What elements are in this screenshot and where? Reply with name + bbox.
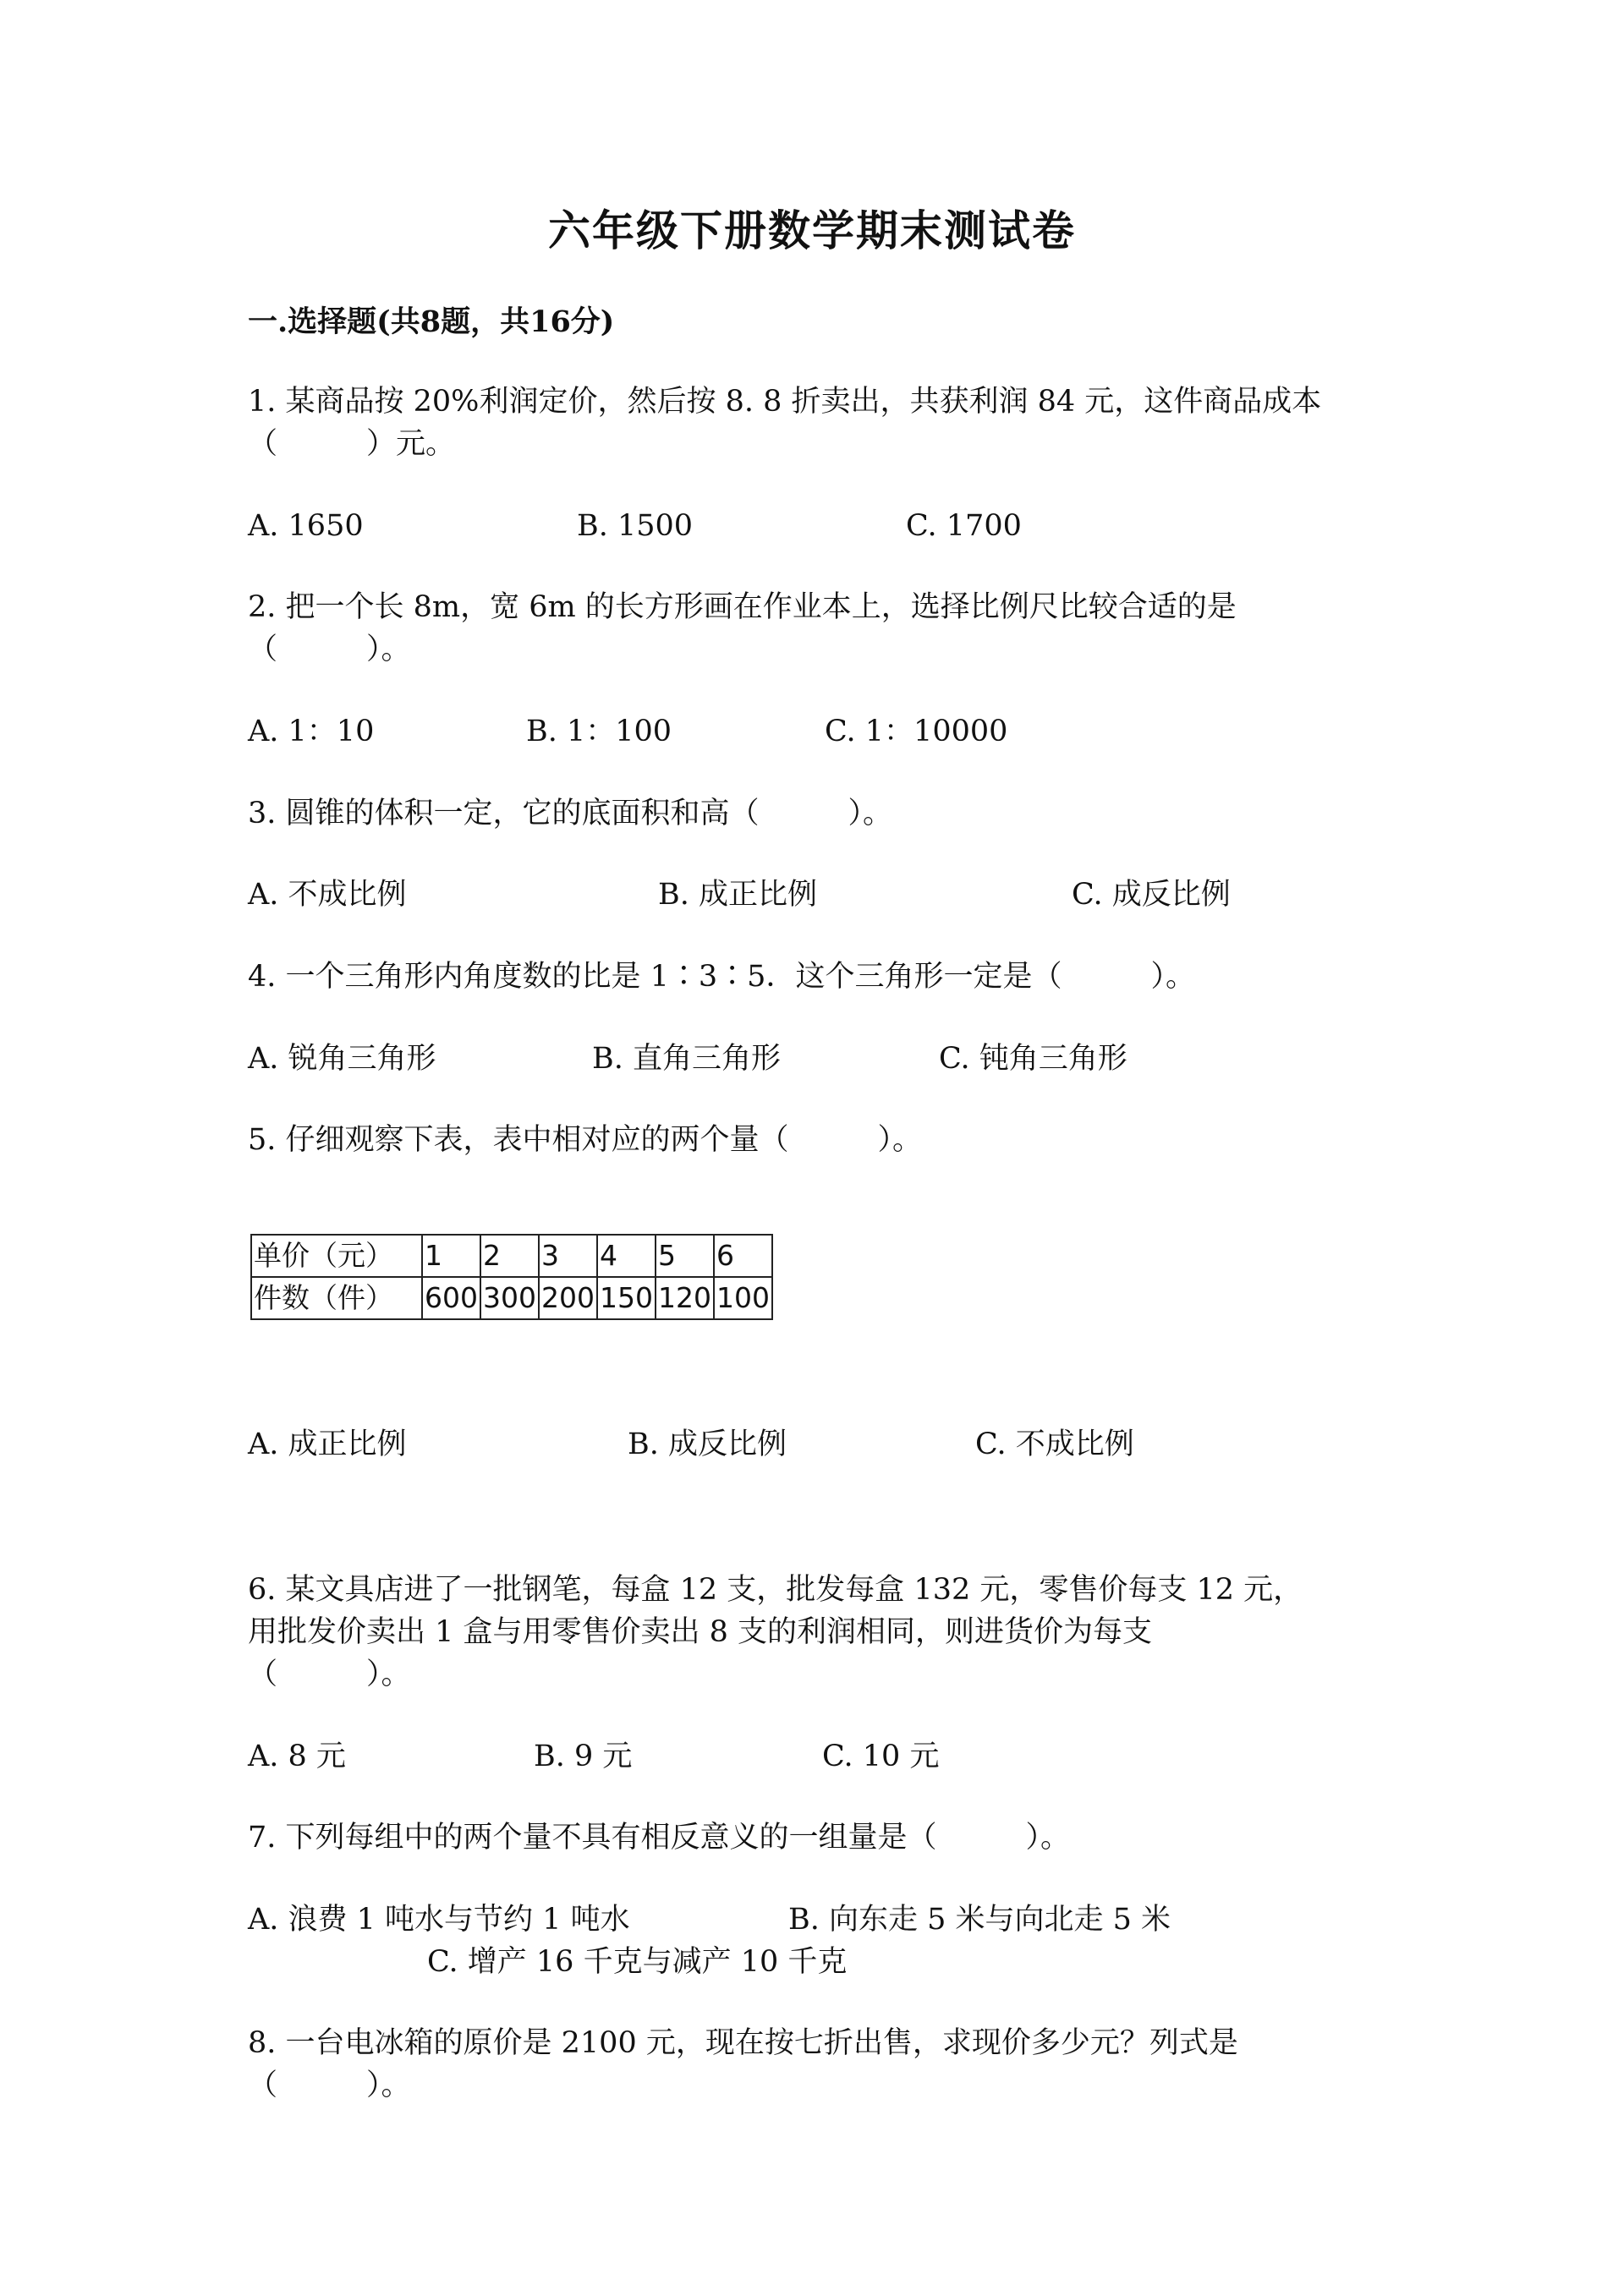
question-3-option-b[interactable]: B. 成正比例	[658, 878, 817, 912]
table-row-quantity	[251, 1277, 772, 1319]
section-heading: 一.选择题(共8题，共16分)	[248, 304, 615, 339]
question-2-line-1: 2. 把一个长 8m，宽 6m 的长方形画在作业本上，选择比例尺比较合适的是	[248, 590, 1237, 624]
table-cell: 4	[597, 1235, 656, 1277]
question-4-option-a[interactable]: A. 锐角三角形	[248, 1042, 436, 1076]
question-7-option-a[interactable]: A. 浪费 1 吨水与节约 1 吨水	[248, 1903, 630, 1937]
question-2-option-b[interactable]: B. 1：100	[526, 715, 672, 748]
question-6-line-2: 用批发价卖出 1 盒与用零售价卖出 8 支的利润相同，则进货价为每支	[248, 1615, 1153, 1649]
table-cell: 1	[422, 1235, 480, 1277]
question-4-option-c[interactable]: C. 钝角三角形	[939, 1042, 1127, 1076]
table-cell: 100	[714, 1277, 772, 1319]
table-cell: 单价（元）	[251, 1235, 422, 1277]
question-3-line-1: 3. 圆锥的体积一定，它的底面积和高（ ）。	[248, 797, 893, 830]
question-5-option-a[interactable]: A. 成正比例	[248, 1427, 407, 1461]
table-cell: 120	[656, 1277, 714, 1319]
table-cell: 6	[714, 1235, 772, 1277]
question-6-line-3: （ ）。	[248, 1658, 411, 1691]
question-6-option-a[interactable]: A. 8 元	[248, 1740, 346, 1773]
question-5-line-1: 5. 仔细观察下表，表中相对应的两个量（ ）。	[248, 1123, 923, 1157]
table-cell: 5	[656, 1235, 714, 1277]
question-4-option-b[interactable]: B. 直角三角形	[592, 1042, 781, 1076]
table-cell: 件数（件）	[251, 1277, 422, 1319]
question-7-option-b[interactable]: B. 向东走 5 米与向北走 5 米	[788, 1903, 1171, 1937]
question-6-line-1: 6. 某文具店进了一批钢笔，每盒 12 支，批发每盒 132 元，零售价每支 12 元，	[248, 1573, 1303, 1607]
page-title: 六年级下册数学期末测试卷	[548, 205, 1076, 255]
question-1-option-a[interactable]: A. 1650	[248, 509, 364, 543]
table-cell: 200	[539, 1277, 597, 1319]
question-7-line-1: 7. 下列每组中的两个量不具有相反意义的一组量是（ ）。	[248, 1821, 1071, 1855]
table-cell: 300	[480, 1277, 539, 1319]
question-4-line-1: 4. 一个三角形内角度数的比是 1∶3∶5．这个三角形一定是（ ）。	[248, 960, 1195, 994]
question-1-line-2: （ ）元。	[248, 427, 456, 461]
question-8-line-2: （ ）。	[248, 2069, 411, 2102]
question-2-option-a[interactable]: A. 1：10	[248, 715, 375, 748]
price-quantity-table	[250, 1234, 773, 1320]
question-5-option-c[interactable]: C. 不成比例	[975, 1427, 1134, 1461]
table-row-unit-price	[251, 1235, 772, 1277]
question-1-line-1: 1. 某商品按 20%利润定价，然后按 8. 8 折卖出，共获利润 84 元，这件商品成本	[248, 385, 1322, 419]
question-3-option-c[interactable]: C. 成反比例	[1072, 878, 1231, 912]
question-3-option-a[interactable]: A. 不成比例	[248, 878, 407, 912]
table-cell: 2	[480, 1235, 539, 1277]
table-cell: 3	[539, 1235, 597, 1277]
question-1-option-b[interactable]: B. 1500	[577, 509, 694, 543]
question-5-option-b[interactable]: B. 成反比例	[628, 1427, 787, 1461]
question-7-option-c[interactable]: C. 增产 16 千克与减产 10 千克	[427, 1945, 848, 1979]
question-8-line-1: 8. 一台电冰箱的原价是 2100 元，现在按七折出售，求现价多少元？列式是	[248, 2026, 1238, 2060]
question-2-option-c[interactable]: C. 1：10000	[825, 715, 1008, 748]
question-6-option-b[interactable]: B. 9 元	[534, 1740, 633, 1773]
question-1-option-c[interactable]: C. 1700	[906, 509, 1022, 543]
table-cell: 600	[422, 1277, 480, 1319]
question-6-option-c[interactable]: C. 10 元	[822, 1740, 940, 1773]
question-2-line-2: （ ）。	[248, 633, 411, 666]
table-cell: 150	[597, 1277, 656, 1319]
